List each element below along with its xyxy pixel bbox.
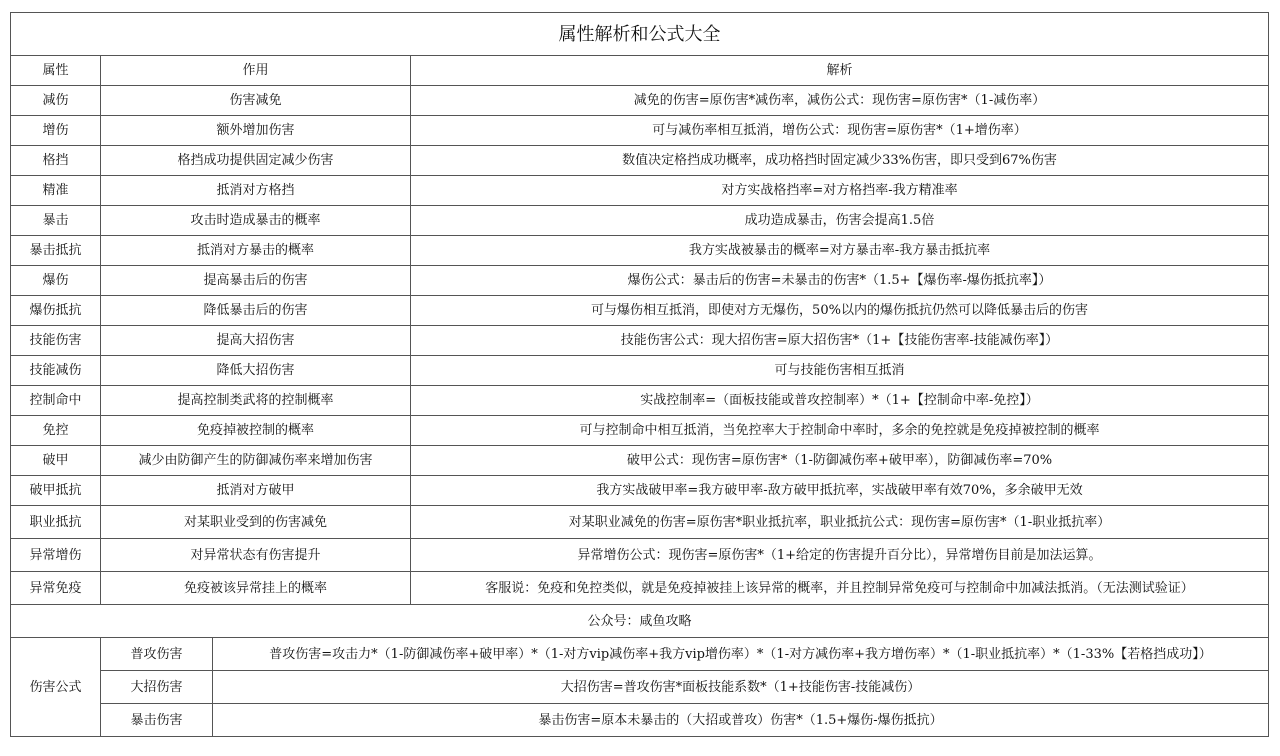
formula-group-label: 伤害公式 <box>11 638 101 737</box>
attr-effect: 提高控制类武将的控制概率 <box>101 386 411 416</box>
attr-effect: 抵消对方破甲 <box>101 476 411 506</box>
attr-analysis: 对某职业减免的伤害=原伤害*职业抵抗率，职业抵抗公式：现伤害=原伤害*（1-职业抵抗率） <box>411 506 1269 539</box>
table-row <box>11 356 1269 386</box>
attr-effect: 降低暴击后的伤害 <box>101 296 411 326</box>
attr-analysis: 爆伤公式：暴击后的伤害=未暴击的伤害*（1.5+【爆伤率-爆伤抵抗率】） <box>411 266 1269 296</box>
attr-name: 暴击抵抗 <box>11 236 101 266</box>
attr-analysis: 对方实战格挡率=对方格挡率-我方精准率 <box>411 176 1269 206</box>
attr-effect: 伤害减免 <box>101 86 411 116</box>
source-note: 公众号：咸鱼攻略 <box>11 605 1269 638</box>
attr-name: 控制命中 <box>11 386 101 416</box>
table-row <box>11 206 1269 236</box>
table-row <box>11 572 1269 605</box>
attr-analysis: 异常增伤公式：现伤害=原伤害*（1+给定的伤害提升百分比），异常增伤目前是加法运算。 <box>411 539 1269 572</box>
header-analysis: 解析 <box>411 56 1269 86</box>
table-row <box>11 476 1269 506</box>
attr-name: 职业抵抗 <box>11 506 101 539</box>
formula-row <box>11 704 1269 737</box>
attr-name: 免控 <box>11 416 101 446</box>
attr-effect: 减少由防御产生的防御减伤率来增加伤害 <box>101 446 411 476</box>
attr-effect: 攻击时造成暴击的概率 <box>101 206 411 236</box>
attr-analysis: 可与减伤率相互抵消，增伤公式：现伤害=原伤害*（1+增伤率） <box>411 116 1269 146</box>
attr-analysis: 客服说：免疫和免控类似，就是免疫掉被挂上该异常的概率，并且控制异常免疫可与控制命中加减法抵消。（无法测试验证） <box>411 572 1269 605</box>
attr-effect: 免疫掉被控制的概率 <box>101 416 411 446</box>
attr-analysis: 技能伤害公式：现大招伤害=原大招伤害*（1+【技能伤害率-技能减伤率】） <box>411 326 1269 356</box>
attr-name: 增伤 <box>11 116 101 146</box>
formula-text: 大招伤害=普攻伤害*面板技能系数*（1+技能伤害-技能减伤） <box>213 671 1269 704</box>
table-row <box>11 386 1269 416</box>
attr-name: 异常免疫 <box>11 572 101 605</box>
table-row <box>11 86 1269 116</box>
table-row <box>11 416 1269 446</box>
attr-effect: 额外增加伤害 <box>101 116 411 146</box>
table-row <box>11 326 1269 356</box>
table-row <box>11 236 1269 266</box>
attr-name: 异常增伤 <box>11 539 101 572</box>
attr-name: 爆伤 <box>11 266 101 296</box>
attr-effect: 免疫被该异常挂上的概率 <box>101 572 411 605</box>
attr-name: 爆伤抵抗 <box>11 296 101 326</box>
attr-name: 暴击 <box>11 206 101 236</box>
attr-effect: 对异常状态有伤害提升 <box>101 539 411 572</box>
formula-text: 暴击伤害=原本未暴击的（大招或普攻）伤害*（1.5+爆伤-爆伤抵抗） <box>213 704 1269 737</box>
table-row <box>11 446 1269 476</box>
formula-name: 暴击伤害 <box>101 704 213 737</box>
formula-name: 大招伤害 <box>101 671 213 704</box>
formula-row <box>11 638 1269 671</box>
attr-analysis: 可与控制命中相互抵消，当免控率大于控制命中率时，多余的免控就是免疫掉被控制的概率 <box>411 416 1269 446</box>
table-title: 属性解析和公式大全 <box>11 13 1269 56</box>
formula-name: 普攻伤害 <box>101 638 213 671</box>
attr-effect: 提高大招伤害 <box>101 326 411 356</box>
attr-effect: 降低大招伤害 <box>101 356 411 386</box>
table-row <box>11 116 1269 146</box>
attr-name: 精准 <box>11 176 101 206</box>
attr-effect: 抵消对方格挡 <box>101 176 411 206</box>
attr-analysis: 可与爆伤相互抵消，即使对方无爆伤，50%以内的爆伤抵抗仍然可以降低暴击后的伤害 <box>411 296 1269 326</box>
attr-analysis: 我方实战被暴击的概率=对方暴击率-我方暴击抵抗率 <box>411 236 1269 266</box>
attr-analysis: 我方实战破甲率=我方破甲率-敌方破甲抵抗率，实战破甲率有效70%，多余破甲无效 <box>411 476 1269 506</box>
attr-name: 技能伤害 <box>11 326 101 356</box>
attr-name: 破甲抵抗 <box>11 476 101 506</box>
attr-analysis: 破甲公式：现伤害=原伤害*（1-防御减伤率+破甲率），防御减伤率=70% <box>411 446 1269 476</box>
attr-effect: 抵消对方暴击的概率 <box>101 236 411 266</box>
attr-analysis: 数值决定格挡成功概率，成功格挡时固定减少33%伤害，即只受到67%伤害 <box>411 146 1269 176</box>
attr-analysis: 可与技能伤害相互抵消 <box>411 356 1269 386</box>
attr-analysis: 实战控制率=（面板技能或普攻控制率）*（1+【控制命中率-免控】） <box>411 386 1269 416</box>
table-row <box>11 296 1269 326</box>
table-row <box>11 539 1269 572</box>
attr-name: 格挡 <box>11 146 101 176</box>
attr-effect: 格挡成功提供固定减少伤害 <box>101 146 411 176</box>
attr-analysis: 成功造成暴击，伤害会提高1.5倍 <box>411 206 1269 236</box>
header-row <box>11 56 1269 86</box>
table-row <box>11 266 1269 296</box>
formula-row <box>11 671 1269 704</box>
header-effect: 作用 <box>101 56 411 86</box>
table-row <box>11 146 1269 176</box>
table-row <box>11 506 1269 539</box>
attr-analysis: 减免的伤害=原伤害*减伤率，减伤公式：现伤害=原伤害*（1-减伤率） <box>411 86 1269 116</box>
attr-name: 技能减伤 <box>11 356 101 386</box>
attr-effect: 提高暴击后的伤害 <box>101 266 411 296</box>
attr-name: 减伤 <box>11 86 101 116</box>
attr-name: 破甲 <box>11 446 101 476</box>
formula-text: 普攻伤害=攻击力*（1-防御减伤率+破甲率）*（1-对方vip减伤率+我方vip增伤率）*（1-对方减伤率+我方增伤率）*（1-职业抵抗率）*（1-33%【若格挡成功】） <box>213 638 1269 671</box>
header-attr: 属性 <box>11 56 101 86</box>
attr-effect: 对某职业受到的伤害减免 <box>101 506 411 539</box>
table-row <box>11 176 1269 206</box>
attribute-formula-table <box>10 12 1269 737</box>
